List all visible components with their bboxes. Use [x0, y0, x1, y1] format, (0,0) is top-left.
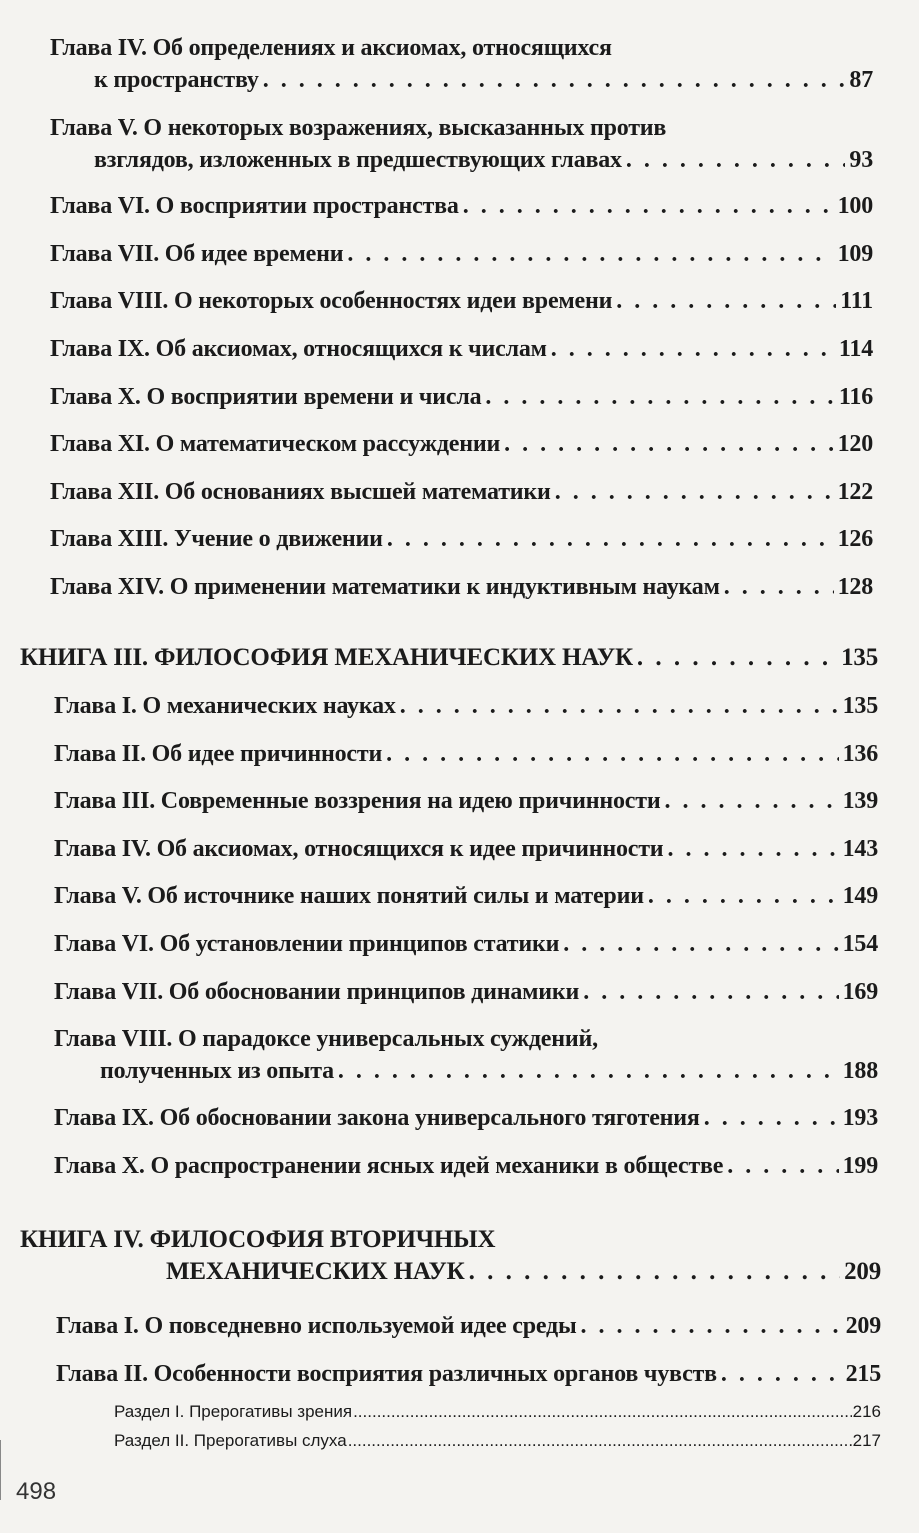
toc-entry-page: 169	[842, 979, 878, 1005]
toc-entry	[56, 1358, 881, 1390]
toc-entry-page: 87	[849, 67, 873, 93]
toc-entry-title: Глава V. Об источнике наших понятий силы и материи	[54, 883, 644, 909]
subsection-page: 216	[852, 1402, 881, 1421]
toc-entry	[50, 285, 873, 317]
book-heading-title-line1: КНИГА IV. ФИЛОСОФИЯ ВТОРИЧНЫХ	[20, 1226, 496, 1253]
toc-entry	[54, 690, 878, 722]
toc-entry-title: Глава VI. О восприятии пространства	[50, 193, 459, 219]
leader-dots	[555, 476, 834, 508]
toc-entry-title: Глава VI. Об установлении принципов статики	[54, 931, 560, 957]
toc-entry-title: Глава IX. Об аксиомах, относящихся к числам	[50, 336, 547, 362]
toc-entry	[50, 571, 873, 603]
toc-entry-title: Глава I. О повседневно используемой идее среды	[56, 1313, 577, 1339]
toc-entry-page: 120	[837, 431, 873, 457]
leader-dots	[721, 1358, 842, 1390]
toc-entry-title: Глава X. О распространении ясных идей механики в обществе	[54, 1153, 724, 1179]
toc-entry-title: Глава X. О восприятии времени и числа	[50, 384, 482, 410]
leader-dots	[581, 1310, 842, 1342]
leader-dots	[724, 571, 834, 603]
toc-entry-title-line1: Глава V. О некоторых возражениях, высказанных против	[50, 115, 667, 141]
toc-entry-title: Глава XIV. О применении математики к индуктивным наукам	[50, 574, 720, 600]
leader-dots	[387, 523, 834, 555]
leader-dots	[637, 642, 837, 674]
toc-entry-page: 139	[842, 788, 878, 814]
toc-entry-title: Глава II. Особенности восприятия различных органов чувств	[56, 1361, 717, 1387]
toc-entry	[50, 238, 873, 270]
toc-entry	[54, 1023, 878, 1087]
toc-entry	[50, 523, 873, 555]
toc-entry	[50, 428, 873, 460]
leader-dots	[353, 1401, 852, 1423]
toc-entry-page: 193	[842, 1105, 878, 1131]
subsection-entry	[114, 1430, 881, 1452]
toc-entry	[50, 381, 873, 413]
book-heading-title: КНИГА III. ФИЛОСОФИЯ МЕХАНИЧЕСКИХ НАУК	[20, 644, 633, 671]
toc-entry-page: 116	[838, 384, 873, 410]
toc-entry-title: Глава III. Современные воззрения на идею причинности	[54, 788, 661, 814]
toc-entry-page: 209	[845, 1313, 881, 1339]
leader-dots	[648, 880, 839, 912]
book-heading-page: 209	[844, 1258, 881, 1285]
toc-entry-page: 199	[842, 1153, 878, 1179]
toc-entry-title: Глава XII. Об основаниях высшей математики	[50, 479, 551, 505]
toc-entry-title: Глава XI. О математическом рассуждении	[50, 431, 501, 457]
toc-entry	[50, 190, 873, 222]
toc-entry	[54, 880, 878, 912]
toc-entry-page: 154	[842, 931, 878, 957]
toc-entry-title: Глава VIII. О некоторых особенностях идеи времени	[50, 288, 613, 314]
toc-entry-page: 136	[842, 741, 878, 767]
toc-entry	[54, 738, 878, 770]
toc-entry-page: 188	[842, 1058, 878, 1084]
toc-entry-page: 93	[849, 147, 873, 173]
leader-dots	[551, 333, 835, 365]
book-heading-page: 135	[841, 644, 878, 671]
toc-entry-title: Глава II. Об идее причинности	[54, 741, 383, 767]
leader-dots	[348, 1430, 852, 1452]
toc-entry-title: Глава I. О механических науках	[54, 693, 396, 719]
leader-dots	[504, 428, 833, 460]
book-heading	[20, 642, 878, 674]
toc-entry-page: 135	[842, 693, 878, 719]
leader-dots	[386, 738, 838, 770]
leader-dots	[469, 1256, 840, 1288]
toc-entry-title: Глава VII. Об идее времени	[50, 241, 344, 267]
toc-entry-page: 143	[842, 836, 878, 862]
toc-entry	[54, 928, 878, 960]
toc-entry	[50, 476, 873, 508]
toc-entry	[54, 833, 878, 865]
toc-entry-page: 128	[837, 574, 873, 600]
toc-entry	[56, 1310, 881, 1342]
margin-rule	[0, 1440, 9, 1500]
toc-entry	[54, 976, 878, 1008]
leader-dots	[563, 928, 838, 960]
leader-dots	[338, 1055, 839, 1087]
toc-entry-title-line1: Глава VIII. О парадоксе универсальных суждений,	[54, 1026, 598, 1052]
toc-entry-title: Глава IX. Об обосновании закона универсального тяготения	[54, 1105, 700, 1131]
toc-entry-title: Глава IV. Об аксиомах, относящихся к идее причинности	[54, 836, 664, 862]
toc-entry-page: 100	[837, 193, 873, 219]
subsection-title: Раздел II. Прерогативы слуха	[114, 1431, 347, 1450]
leader-dots	[667, 833, 838, 865]
toc-entry-page: 215	[845, 1361, 881, 1387]
toc-entry	[54, 1102, 878, 1134]
leader-dots	[704, 1102, 839, 1134]
toc-entry	[54, 785, 878, 817]
toc-entry-title-line1: Глава IV. Об определениях и аксиомах, относящихся	[50, 35, 612, 61]
toc-entry-page: 111	[840, 288, 873, 314]
leader-dots	[400, 690, 839, 722]
toc-entry	[50, 32, 873, 96]
toc-entry-title: к пространству	[94, 67, 259, 93]
toc-entry-page: 149	[842, 883, 878, 909]
subsection-page: 217	[852, 1431, 881, 1450]
leader-dots	[347, 238, 833, 270]
subsection-entry	[114, 1401, 881, 1423]
leader-dots	[616, 285, 836, 317]
toc-entry-title: полученных из опыта	[100, 1058, 334, 1084]
leader-dots	[463, 190, 834, 222]
subsection-title: Раздел I. Прерогативы зрения	[114, 1402, 353, 1421]
page-number: 498	[16, 1478, 57, 1505]
toc-entry-page: 126	[837, 526, 873, 552]
toc-entry	[54, 1150, 878, 1182]
toc-entry-page: 109	[837, 241, 873, 267]
toc-entry-page: 122	[837, 479, 873, 505]
leader-dots	[626, 144, 846, 176]
leader-dots	[263, 64, 846, 96]
toc-entry-title: Глава VII. Об обосновании принципов динамики	[54, 979, 580, 1005]
toc-entry	[50, 333, 873, 365]
toc-entry	[50, 112, 873, 176]
toc-entry-title: Глава XIII. Учение о движении	[50, 526, 383, 552]
toc-entry-page: 114	[838, 336, 873, 362]
leader-dots	[485, 381, 835, 413]
book-heading	[20, 1224, 881, 1288]
leader-dots	[583, 976, 838, 1008]
book-heading-title: МЕХАНИЧЕСКИХ НАУК	[166, 1258, 465, 1285]
toc-entry-title: взглядов, изложенных в предшествующих главах	[94, 147, 622, 173]
leader-dots	[727, 1150, 838, 1182]
leader-dots	[664, 785, 838, 817]
